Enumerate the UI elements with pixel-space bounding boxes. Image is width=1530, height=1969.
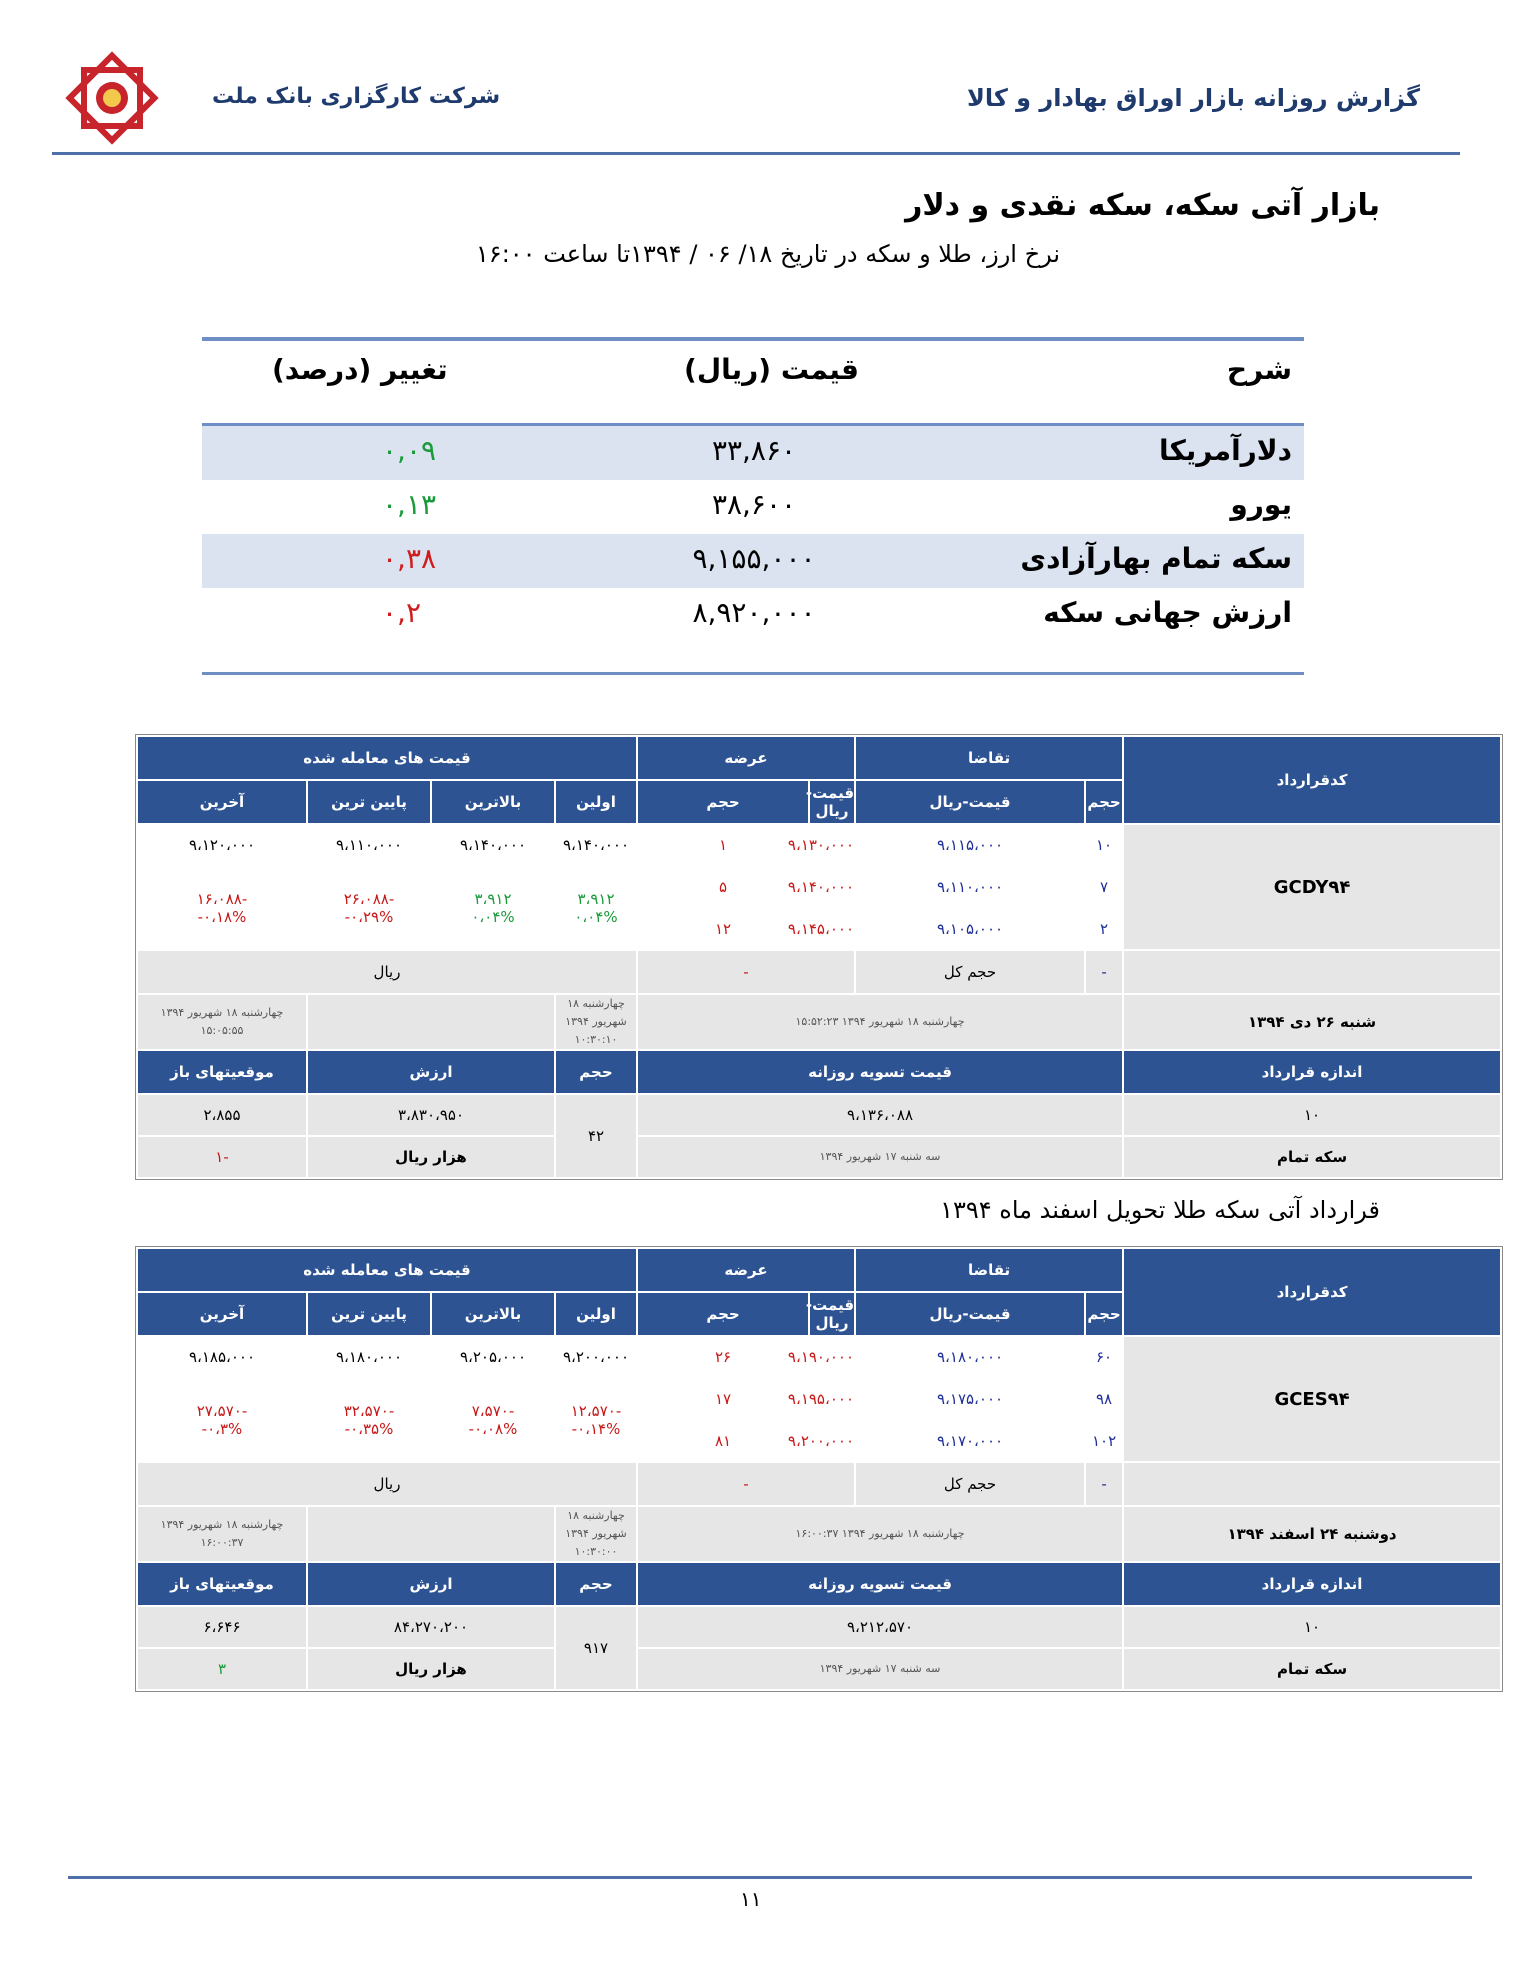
rate-row [202,426,1304,480]
col-supply-volume: حجم [638,781,808,823]
col-demand-price: قیمت-ریال [856,781,1084,823]
rate-price: ۳۸,۶۰۰ [711,488,797,521]
maturity-date: دوشنبه ۲۴ اسفند ۱۳۹۴ [1124,1507,1500,1561]
rate-change: ۰,۰۹ [382,434,437,467]
col-demand-price: قیمت-ریال [856,1293,1084,1335]
col-supply: عرضه [638,1249,854,1291]
supply-price: ۹،۲۰۰،۰۰۰ [810,1421,854,1461]
last-price: ۹،۱۲۰،۰۰۰ [138,825,306,865]
supply-volume: ۱۲ [638,909,808,949]
contract-size: ۱۰ [1124,1607,1500,1647]
first-trade-time: چهارشنبه ۱۸ شهریور ۱۳۹۴ ۱۰:۳۰:۱۰ [556,995,636,1049]
lowest-change-amount: -۲۶،۰۸۸ [343,890,395,908]
rate-desc: دلارآمریکا [1159,434,1292,467]
highest-change [432,867,554,949]
col-demand: تقاضا [856,737,1122,779]
footer-divider [68,1876,1472,1879]
rate-price: ۸,۹۲۰,۰۰۰ [692,596,816,629]
first-change-amount: ۳،۹۱۲ [577,890,615,908]
demand-price: ۹،۱۷۰،۰۰۰ [856,1421,1084,1461]
col-value: ارزش [308,1051,554,1093]
demand-volume: ۱۰ [1086,825,1122,865]
rate-price: ۹,۱۵۵,۰۰۰ [692,542,816,575]
highest-change [432,1379,554,1461]
last-change-percent: ۰،۱۸%- [197,908,247,926]
value-unit: هزار ریال [308,1137,554,1177]
first-price: ۹،۱۴۰،۰۰۰ [556,825,636,865]
settlement-price: ۹،۱۳۶،۰۸۸ [638,1095,1122,1135]
empty-cell [308,995,554,1049]
rate-change: ۰,۳۸ [382,542,437,575]
trade-volume: ۴۲ [556,1095,636,1177]
contract-table-gcdy [135,734,1503,1180]
last-change-amount: -۱۶،۰۸۸ [196,890,248,908]
col-demand-volume: حجم [1086,1293,1122,1335]
last-change-amount: -۲۷،۵۷۰ [196,1402,248,1420]
lowest-change [308,1379,430,1461]
order-time: چهارشنبه ۱۸ شهریور ۱۳۹۴ ۱۶:۰۰:۳۷ [638,1507,1122,1561]
col-last: آخرین [138,1293,306,1335]
col-settlement-price: قیمت تسویه روزانه [638,1051,1122,1093]
col-volume: حجم [556,1563,636,1605]
col-supply-price: قیمت-ریال [810,781,854,823]
col-contract-code: کدقرارداد [1124,737,1500,823]
lowest-change-percent: ۰،۲۹%- [344,908,394,926]
col-lowest: پایین ترین [308,1293,430,1335]
contract-table-gces [135,1246,1503,1692]
col-highest: بالاترین [432,1293,554,1335]
rates-header-change: تغییر (درصد) [272,353,448,386]
rates-header-row [202,341,1304,426]
supply-volume: ۲۶ [638,1337,808,1377]
col-last: آخرین [138,781,306,823]
rate-row [202,588,1304,642]
first-change-percent: ۰،۰۴% [574,908,618,926]
col-demand: تقاضا [856,1249,1122,1291]
col-supply: عرضه [638,737,854,779]
highest-change-amount: ۳،۹۱۲ [474,890,512,908]
lowest-change-percent: ۰،۳۵%- [344,1420,394,1438]
open-positions-change: -۱ [138,1137,306,1177]
col-traded-prices: قیمت های معامله شده [138,1249,636,1291]
demand-volume: ۲ [1086,909,1122,949]
demand-price: ۹،۱۸۰،۰۰۰ [856,1337,1084,1377]
last-trade-time: چهارشنبه ۱۸ شهریور ۱۳۹۴ ۱۶:۰۰:۳۷ [138,1507,306,1561]
col-demand-volume: حجم [1086,781,1122,823]
highest-change-percent: ۰،۰۸%- [468,1420,518,1438]
col-contract-code: کدقرارداد [1124,1249,1500,1335]
open-positions: ۶،۶۴۶ [138,1607,306,1647]
last-price: ۹،۱۸۵،۰۰۰ [138,1337,306,1377]
contract-code-spacer [1124,951,1500,993]
col-settlement-price: قیمت تسویه روزانه [638,1563,1122,1605]
supply-volume: ۵ [638,867,808,907]
value-unit: هزار ریال [308,1649,554,1689]
unit-rial: ریال [138,1463,636,1505]
rate-change: ۰,۱۳ [382,488,437,521]
open-positions: ۲،۸۵۵ [138,1095,306,1135]
settlement-date: سه شنبه ۱۷ شهریور ۱۳۹۴ [638,1137,1122,1177]
supply-volume: ۱۷ [638,1379,808,1419]
rates-bottom-border [202,672,1304,675]
col-first: اولین [556,1293,636,1335]
first-price: ۹،۲۰۰،۰۰۰ [556,1337,636,1377]
col-supply-volume: حجم [638,1293,808,1335]
report-title: گزارش روزانه بازار اوراق بهادار و کالا [966,84,1420,112]
highest-price: ۹،۱۴۰،۰۰۰ [432,825,554,865]
settlement-price: ۹،۲۱۲،۵۷۰ [638,1607,1122,1647]
supply-volume: ۱ [638,825,808,865]
total-supply-volume: - [638,951,854,993]
company-logo-icon [62,48,162,148]
supply-volume: ۸۱ [638,1421,808,1461]
col-contract-size: اندازه قرارداد [1124,1563,1500,1605]
supply-price: ۹،۱۴۵،۰۰۰ [810,909,854,949]
last-trade-time: چهارشنبه ۱۸ شهریور ۱۳۹۴ ۱۵:۰۵:۵۵ [138,995,306,1049]
section-subtitle: نرخ ارز، طلا و سکه در تاریخ ۱۸/ ۰۶ / ۱۳۹۴تا ساعت ۱۶:۰۰ [475,240,1060,268]
rate-row [202,534,1304,588]
trade-volume: ۹۱۷ [556,1607,636,1689]
col-traded-prices: قیمت های معامله شده [138,737,636,779]
last-change [138,1379,306,1461]
highest-change-amount: -۷،۵۷۰ [471,1402,515,1420]
section-title: بازار آتی سکه، سکه نقدی و دلار [905,188,1380,223]
order-time: چهارشنبه ۱۸ شهریور ۱۳۹۴ ۱۵:۵۲:۲۳ [638,995,1122,1049]
lowest-change-amount: -۳۲،۵۷۰ [343,1402,395,1420]
col-lowest: پایین ترین [308,781,430,823]
supply-price: ۹،۱۳۰،۰۰۰ [810,825,854,865]
header-divider [52,152,1460,155]
lowest-price: ۹،۱۸۰،۰۰۰ [308,1337,430,1377]
contract-code-spacer [1124,1463,1500,1505]
first-trade-time: چهارشنبه ۱۸ شهریور ۱۳۹۴ ۱۰:۳۰:۰۰ [556,1507,636,1561]
open-positions-change: ۳ [138,1649,306,1689]
col-open-positions: موقعیتهای باز [138,1051,306,1093]
contract-code: GCDY۹۴ [1124,825,1500,949]
company-name: شرکت کارگزاری بانک ملت [212,84,501,109]
supply-price: ۹،۱۹۰،۰۰۰ [810,1337,854,1377]
rates-header-desc: شرح [1226,353,1292,386]
rate-desc: ارزش جهانی سکه [1043,596,1292,629]
contract-unit: سکه تمام [1124,1137,1500,1177]
col-volume: حجم [556,1051,636,1093]
col-first: اولین [556,781,636,823]
first-change [556,867,636,949]
total-volume-label: حجم کل [856,1463,1084,1505]
highest-change-percent: ۰،۰۴% [471,908,515,926]
contract-2-caption: قرارداد آتی سکه طلا تحویل اسفند ماه ۱۳۹۴ [940,1196,1380,1224]
supply-price: ۹،۱۹۵،۰۰۰ [810,1379,854,1419]
first-change [556,1379,636,1461]
rate-desc: یورو [1230,488,1292,521]
demand-volume: ۹۸ [1086,1379,1122,1419]
rate-row [202,480,1304,534]
rate-change: ۰,۲ [382,596,421,629]
lowest-price: ۹،۱۱۰،۰۰۰ [308,825,430,865]
col-value: ارزش [308,1563,554,1605]
total-supply-volume: - [638,1463,854,1505]
rates-table [202,337,1304,675]
settlement-date: سه شنبه ۱۷ شهریور ۱۳۹۴ [638,1649,1122,1689]
first-change-percent: ۰،۱۴%- [571,1420,621,1438]
total-volume-label: حجم کل [856,951,1084,993]
col-open-positions: موقعیتهای باز [138,1563,306,1605]
supply-price: ۹،۱۴۰،۰۰۰ [810,867,854,907]
last-change [138,867,306,949]
rates-header-price: قیمت (ریال) [684,353,859,386]
col-supply-price: قیمت-ریال [810,1293,854,1335]
rate-desc: سکه تمام بهارآزادی [1020,542,1292,575]
lowest-change [308,867,430,949]
trade-value: ۳،۸۳۰،۹۵۰ [308,1095,554,1135]
col-contract-size: اندازه قرارداد [1124,1051,1500,1093]
empty-cell [308,1507,554,1561]
last-change-percent: ۰،۳%- [201,1420,243,1438]
total-demand-volume: - [1086,1463,1122,1505]
demand-volume: ۱۰۲ [1086,1421,1122,1461]
contract-unit: سکه تمام [1124,1649,1500,1689]
demand-price: ۹،۱۱۵،۰۰۰ [856,825,1084,865]
total-demand-volume: - [1086,951,1122,993]
highest-price: ۹،۲۰۵،۰۰۰ [432,1337,554,1377]
maturity-date: شنبه ۲۶ دی ۱۳۹۴ [1124,995,1500,1049]
unit-rial: ریال [138,951,636,993]
demand-price: ۹،۱۱۰،۰۰۰ [856,867,1084,907]
demand-price: ۹،۱۷۵،۰۰۰ [856,1379,1084,1419]
rate-price: ۳۳,۸۶۰ [711,434,797,467]
demand-volume: ۷ [1086,867,1122,907]
trade-value: ۸۴،۲۷۰،۲۰۰ [308,1607,554,1647]
first-change-amount: -۱۲،۵۷۰ [570,1402,622,1420]
demand-volume: ۶۰ [1086,1337,1122,1377]
page-number: ۱۱ [740,1887,762,1911]
col-highest: بالاترین [432,781,554,823]
contract-code: GCES۹۴ [1124,1337,1500,1461]
contract-size: ۱۰ [1124,1095,1500,1135]
demand-price: ۹،۱۰۵،۰۰۰ [856,909,1084,949]
